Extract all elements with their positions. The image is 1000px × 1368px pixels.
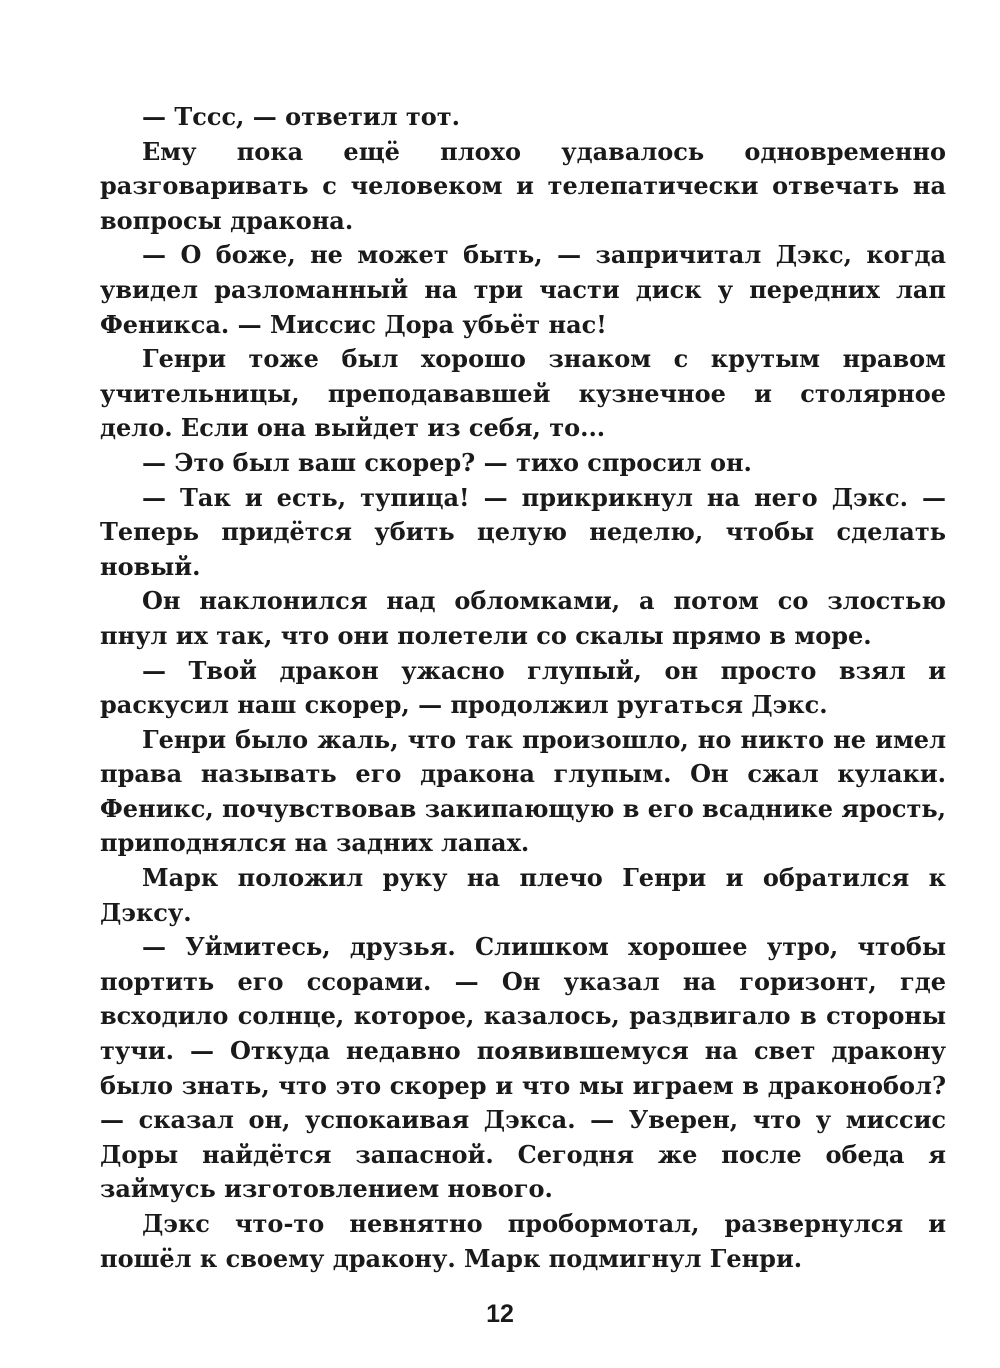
- paragraph: — Уймитесь, друзья. Слишком хорошее утро, чтобы портить его ссорами. — Он указал на горизонт, где всходило солнце, которое, казалось, раздвигало в стороны тучи. — Откуда недавно появившемуся на свет дракону было знать, что это скорер и что мы играем в драконобол? — сказал он, успокаивая Дэкса. — Уверен, что у миссис Доры найдётся запасной. Сегодня же после обеда я займусь изготовлением нового.: [100, 932, 946, 1204]
- paragraph: — Так и есть, тупица! — прикрикнул на него Дэкс. — Теперь придётся убить целую неделю, чтобы сделать новый.: [100, 482, 946, 581]
- paragraph: Ему пока ещё плохо удавалось одновременно разговаривать с человеком и телепатически отвечать на вопросы дракона.: [100, 136, 946, 235]
- paragraph: Он наклонился над обломками, а потом со злостью пнул их так, что они полетели со скалы прямо в море.: [100, 586, 946, 650]
- paragraph: Марк положил руку на плечо Генри и обратился к Дэксу.: [100, 863, 946, 927]
- paragraph: — О боже, не может быть, — запричитал Дэкс, когда увидел разломанный на три части диск у передних лап Феникса. — Миссис Дора убьёт нас!: [100, 240, 946, 339]
- paragraph: Генри тоже был хорошо знаком с крутым нравом учительницы, преподававшей кузнечное и столярное дело. Если она выйдет из себя, то...: [100, 344, 946, 443]
- paragraph: Дэкс что-то невнятно пробормотал, развернулся и пошёл к своему дракону. Марк подмигнул Генри.: [100, 1209, 946, 1273]
- paragraph: — Тссс, — ответил тот.: [142, 102, 460, 131]
- page-number: 12: [486, 1300, 514, 1328]
- page-text: [100, 100, 946, 1276]
- paragraph: — Это был ваш скорер? — тихо спросил он.: [142, 447, 752, 477]
- paragraph: — Твой дракон ужасно глупый, он просто взял и раскусил наш скорер, — продолжил ругаться Дэкс.: [100, 655, 946, 720]
- paragraph: Генри было жаль, что так произошло, но никто не имел права называть его дракона глупым. Он сжал кулаки. Феникс, почувствовав закипающую в его всаднике ярость, приподнялся на задних лапах.: [100, 724, 946, 858]
